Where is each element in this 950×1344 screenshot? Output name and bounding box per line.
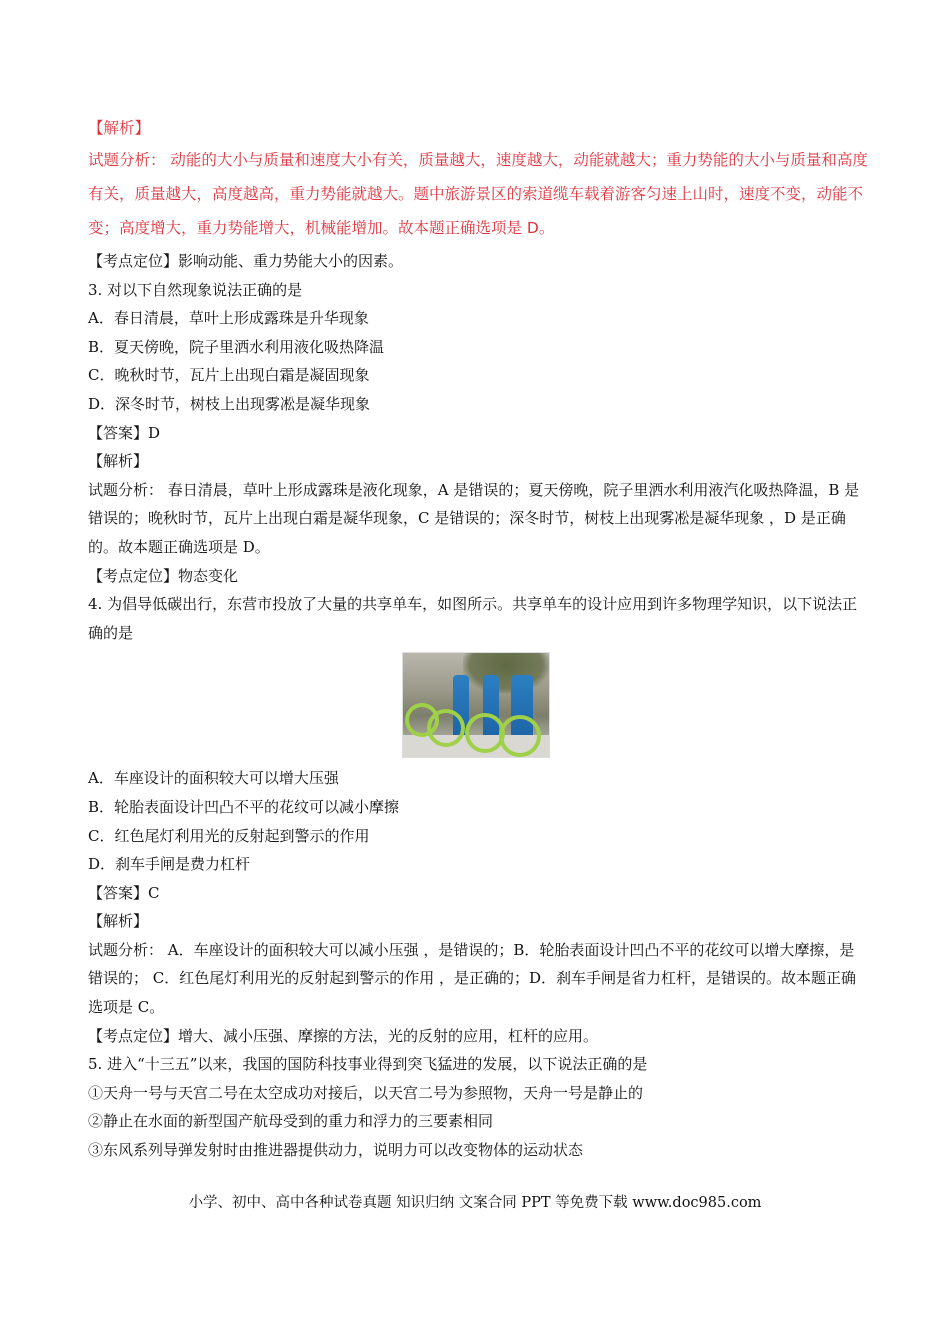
- q4-option-b: B．轮胎表面设计凹凸不平的花纹可以减小摩擦: [88, 797, 400, 816]
- q5-item-3: ③东风系列导弹发射时由推进器提供动力，说明力可以改变物体的运动状态: [88, 1141, 584, 1160]
- document-page: [88, 112, 868, 1165]
- page-footer: 小学、初中、高中各种试卷真题 知识归纳 文案合同 PPT 等免费下载 www.doc985.com: [188, 1195, 762, 1211]
- kaodian-previous: 【考点定位】影响动能、重力势能大小的因素。: [88, 252, 404, 270]
- photo-wheel-4: [499, 715, 541, 757]
- q3-option-c: C．晚秋时节，瓦片上出现白霜是凝固现象: [88, 366, 370, 385]
- q4-analysis: 试题分析： A．车座设计的面积较大可以减小压强 ，是错误的；B．轮胎表面设计凹凸不平的花纹可以增大摩擦，是错误的； C．红色尾灯利用光的反射起到警示的作用 ，是正确的；D．刹车手闸是省力杠杆，是错误的。故本题正确选项是 C。: [88, 940, 857, 1017]
- q4-kaodian: 【考点定位】增大、减小压强、摩擦的方法，光的反射的应用，杠杆的应用。: [88, 1026, 599, 1045]
- q4-option-c: C．红色尾灯利用光的反射起到警示的作用: [88, 826, 370, 845]
- q3-analysis-heading: 【解析】: [88, 452, 149, 471]
- analysis-block-red: [88, 113, 868, 245]
- q3-option-b: B．夏天傍晚，院子里洒水利用液化吸热降温: [88, 337, 385, 356]
- q5-item-1: ①天舟一号与天宫二号在太空成功对接后，以天宫二号为参照物，天舟一号是静止的: [88, 1083, 644, 1102]
- q4-stem: 4. 为倡导低碳出行，东营市投放了大量的共享单车，如图所示。共享单车的设计应用到许多物理学知识，以下说法正确的是: [88, 595, 858, 642]
- photo-tree: [463, 653, 549, 693]
- q5-stem: 5. 进入“十三五”以来，我国的国防科技事业得到突飞猛进的发展，以下说法正确的是: [88, 1055, 648, 1074]
- shared-bikes-photo: [402, 652, 550, 758]
- q3-option-a: A．春日清晨，草叶上形成露珠是升华现象: [88, 309, 369, 328]
- question-4: [88, 590, 868, 1050]
- q3-option-d: D．深冬时节，树枝上出现雾凇是凝华现象: [88, 394, 371, 413]
- question-5: [88, 1050, 868, 1164]
- q4-option-a: A．车座设计的面积较大可以增大压强: [88, 769, 339, 788]
- q3-answer: 【答案】D: [88, 423, 161, 442]
- q4-option-d: D．刹车手闸是费力杠杆: [88, 855, 251, 874]
- q5-item-2: ②静止在水面的新型国产航母受到的重力和浮力的三要素相同: [88, 1112, 494, 1131]
- q3-analysis: 试题分析： 春日清晨，草叶上形成露珠是液化现象，A 是错误的；夏天傍晚，院子里洒水利用液汽化吸热降温，B 是错误的；晚秋时节，瓦片上出现白霜是凝华现象，C 是错误的；深冬时节，树枝上出现雾凇是凝华现象 ，D 是正确的。故本题正确选项是 D。: [88, 480, 860, 556]
- q3-kaodian: 【考点定位】物态变化: [88, 566, 239, 585]
- q3-stem: 3. 对以下自然现象说法正确的是: [88, 280, 303, 299]
- analysis-text: 试题分析： 动能的大小与质量和速度大小有关，质量越大，速度越大，动能就越大；重力势能的大小与质量和高度有关，质量越大，高度越高，重力势能就越大。题中旅游景区的索道缆车载着游客匀速上山时，速度不变，动能不变；高度增大，重力势能增大，机械能增加。故本题正确选项是 D。: [88, 151, 868, 237]
- q4-analysis-heading: 【解析】: [88, 912, 149, 931]
- analysis-heading: 【解析】: [88, 119, 151, 137]
- q4-answer: 【答案】C: [88, 883, 160, 902]
- question-3: [88, 276, 868, 591]
